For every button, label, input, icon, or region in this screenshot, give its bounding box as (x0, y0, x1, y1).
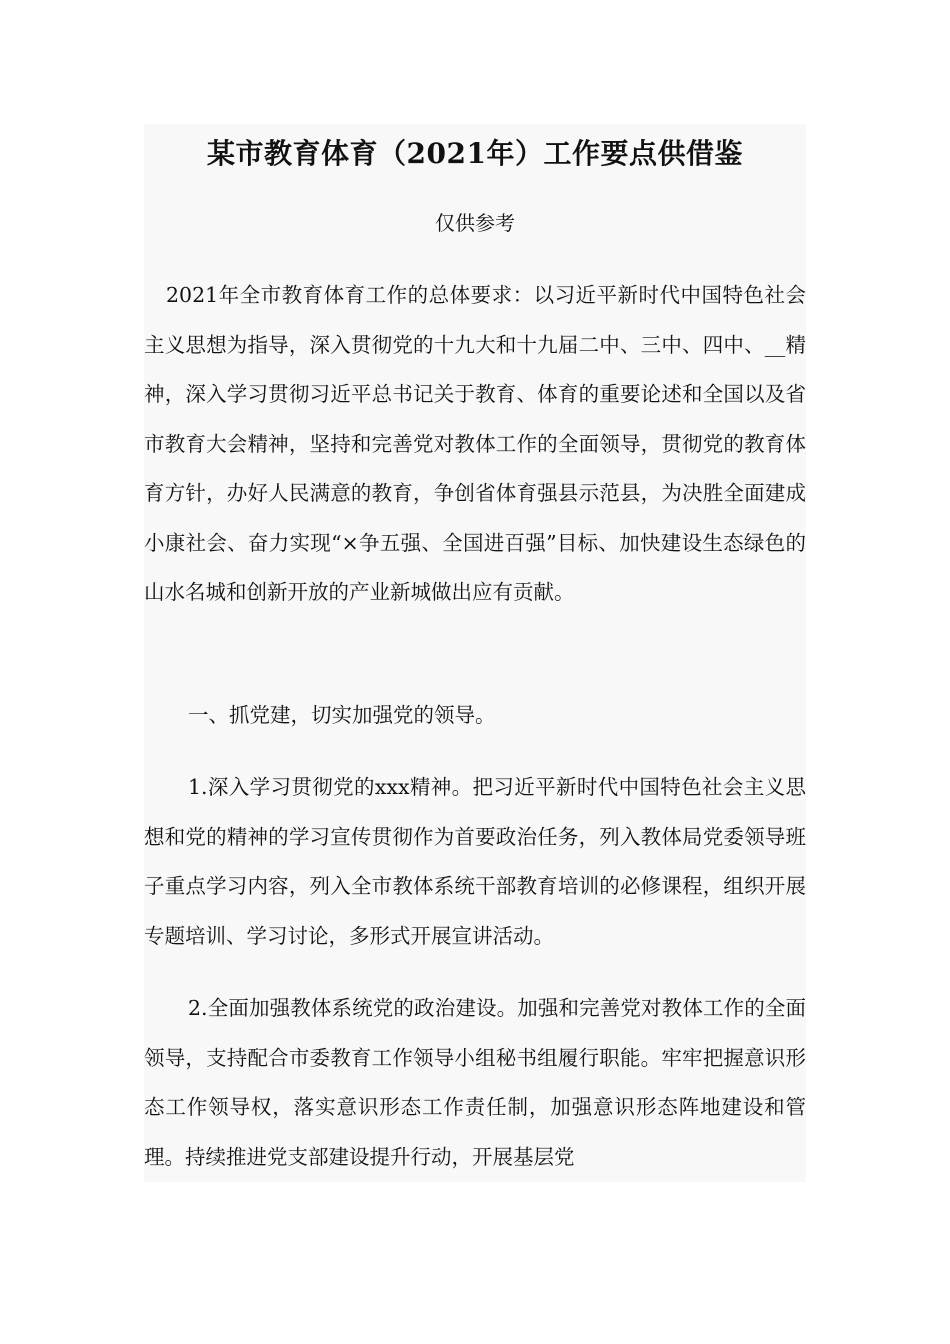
section-heading-1: 一、抓党建，切实加强党的领导。 (188, 703, 496, 727)
document-subtitle: 仅供参考 (435, 211, 515, 235)
item-paragraph-2: 2.全面加强教体系统党的政治建设。加强和完善党对教体工作的全面领导，支持配合市委教育工作领导小组秘书组履行职能。牢牢把握意识形态工作领导权，落实意识形态工作责任制，加强意识形态阵地建设和管理。持续推进党支部建设提升行动，开展基层党 (144, 996, 806, 1169)
item-paragraph-1: 1.深入学习贯彻党的xxx精神。把习近平新时代中国特色社会主义思想和党的精神的学习宣传贯彻作为首要政治任务，列入教体局党委领导班子重点学习内容，列入全市教体系统干部教育培训的必修课程，组织开展专题培训、学习讨论，多形式开展宣讲活动。 (144, 775, 806, 948)
document-page (144, 124, 806, 1182)
document-title: 某市教育体育（2021年）工作要点供借鉴 (207, 137, 743, 170)
intro-paragraph: 2021年全市教育体育工作的总体要求：以习近平新时代中国特色社会主义思想为指导，深入贯彻党的十九大和十九届二中、三中、四中、__精神，深入学习贯彻习近平总书记关于教育、体育的重要论述和全国以及省市教育大会精神，坚持和完善党对教体工作的全面领导，贯彻党的教育体育方针，办好人民满意的教育，争创省体育强县示范县，为决胜全面建成小康社会、奋力实现“×争五强、全国进百强”目标、加快建设生态绿色的山水名城和创新开放的产业新城做出应有贡献。 (144, 283, 806, 604)
